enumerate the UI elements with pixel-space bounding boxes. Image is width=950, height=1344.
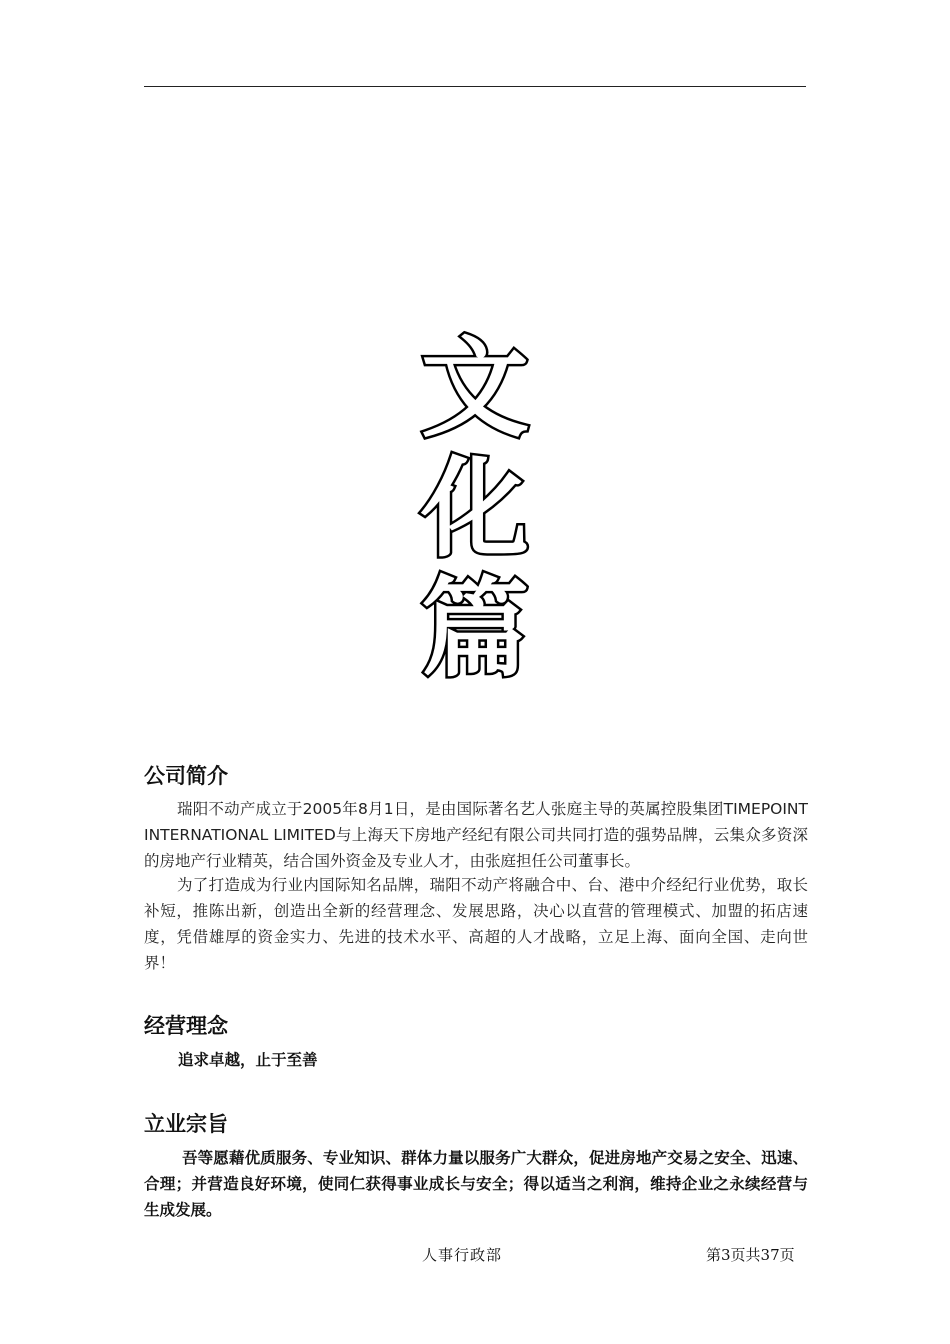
title-char: 化 (420, 447, 529, 572)
chapter-title (0, 327, 950, 692)
intro-paragraph-2: 为了打造成为行业内国际知名品牌，瑞阳不动产将融合中、台、港中介经纪行业优势，取长补短，推陈出新，创造出全新的经营理念、发展思路，决心以直营的管理模式、加盟的拓店速度，凭借雄厚的资金实力、先进的技术水平、高超的人才战略，立足上海、面向全国、走向世界！ (144, 876, 808, 972)
title-char: 文 (420, 327, 529, 452)
footer-department: 人事行政部 (422, 1246, 503, 1264)
section-heading-mission: 立业宗旨 (144, 1111, 228, 1136)
intro-paragraph-1: 瑞阳不动产成立于2005年8月1日，是由国际著名艺人张庭主导的英属控股集团TIMEPOINT INTERNATIONAL LIMITED与上海天下房地产经纪有限公司共同打造的强势品牌，云集众多资深的房地产行业精英，结合国外资金及专业人才，由张庭担任公司董事长。 (144, 800, 808, 870)
mission-text: 吾等愿藉优质服务、专业知识、群体力量以服务广大群众，促进房地产交易之安全、迅速、合理；并营造良好环境，使同仁获得事业成长与安全；得以适当之利润，维持企业之永续经营与生成发展。 (144, 1148, 808, 1219)
philosophy-text: 追求卓越，止于至善 (178, 1050, 318, 1069)
footer-page-number: 第3页共37页 (706, 1246, 795, 1264)
section-heading-intro: 公司简介 (144, 763, 228, 788)
title-char: 篇 (420, 567, 529, 692)
header-rule (144, 86, 806, 87)
section-heading-philosophy: 经营理念 (144, 1013, 228, 1038)
